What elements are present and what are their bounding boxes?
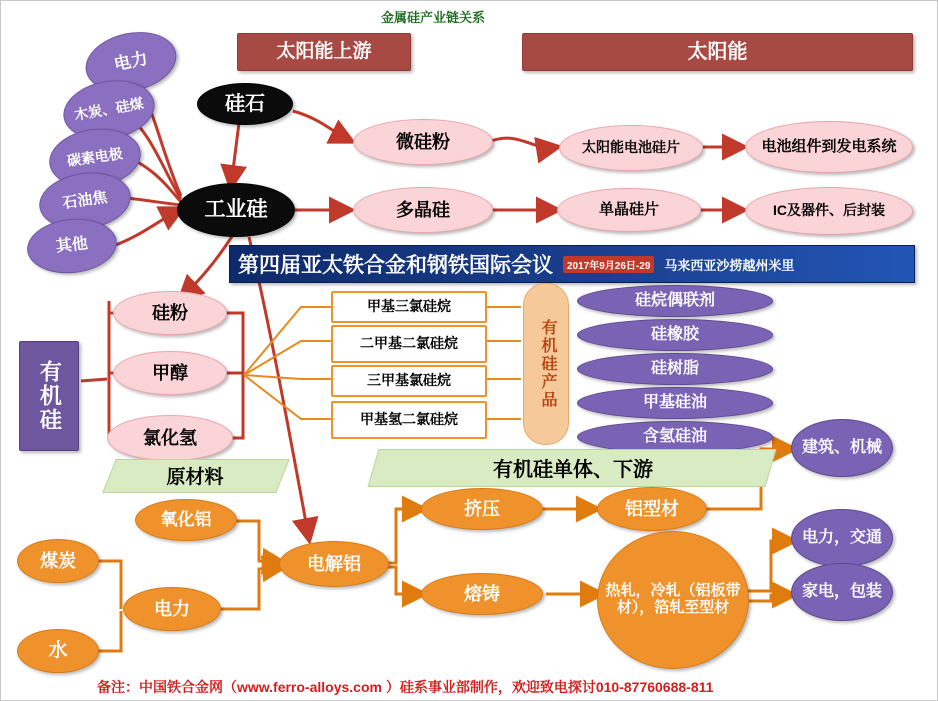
input-electricity: 电力	[80, 24, 182, 100]
alu-app-power-transport: 电力，交通	[791, 509, 893, 567]
product-silane-coupling-agent: 硅烷偶联剂	[577, 285, 773, 317]
monomer-dimethyldichlorosilane: 二甲基二氯硅烷	[331, 325, 487, 363]
header-solar: 太阳能	[522, 33, 913, 71]
input-petroleum-coke: 石油焦	[36, 167, 135, 235]
header-upstream: 太阳能上游	[237, 33, 411, 71]
conference-banner	[229, 245, 915, 283]
alu-process-casting: 熔铸	[421, 573, 543, 615]
page-title: 金属硅产业链关系	[381, 10, 486, 25]
monomer-methyltrichlorosilane: 甲基三氯硅烷	[331, 291, 487, 323]
input-carbon-electrode: 碳素电极	[45, 123, 144, 193]
node-silica: 硅石	[197, 83, 293, 125]
organic-input-hcl: 氯化氢	[107, 415, 233, 461]
alu-output-rolling: 热轧，冷轧（铝板带材），箔轧至型材	[597, 531, 749, 669]
banner-date: 2017年9月26日-29	[563, 256, 654, 273]
banner-title: 第四届亚太铁合金和钢铁国际会议	[238, 254, 553, 277]
input-charcoal-coal: 木炭、硅煤	[59, 73, 160, 146]
organic-input-methanol: 甲醇	[113, 351, 227, 395]
alu-process-extrusion: 挤压	[421, 488, 543, 530]
organic-products-label: 有机硅产品	[539, 319, 556, 409]
product-hydrogen-silicone-oil: 含氢硅油	[577, 421, 773, 453]
node-cell-module: 电池组件到发电系统	[745, 121, 913, 173]
node-mono-wafer: 单晶硅片	[557, 188, 701, 232]
footer-note: 备注：中国铁合金网（www.ferro-alloys.com ）硅系事业部制作，欢迎致电探讨010-87760688-811	[97, 679, 714, 695]
monomer-trimethylchlorosilane: 三甲基氯硅烷	[331, 365, 487, 397]
product-methyl-silicone-oil: 甲基硅油	[577, 387, 773, 419]
organic-input-silicon-powder: 硅粉	[113, 291, 227, 335]
node-industrial-silicon: 工业硅	[177, 183, 295, 237]
alu-input-coal: 煤炭	[17, 539, 99, 583]
alu-core-electrolytic: 电解铝	[279, 541, 389, 587]
alu-app-construction: 建筑、机械	[791, 419, 893, 477]
node-solar-cell-wafer: 太阳能电池硅片	[559, 125, 703, 171]
input-other: 其他	[24, 214, 119, 277]
node-ic-device: IC及器件、后封装	[745, 187, 913, 235]
group-organic-silicon: 有机硅	[19, 341, 79, 451]
raw-materials-band: 原材料	[166, 466, 224, 488]
monomer-methylhydrogendichlorosilane: 甲基氢二氯硅烷	[331, 401, 487, 439]
node-polysilicon: 多晶硅	[353, 187, 493, 233]
monomer-downstream-band: 有机硅单体、下游	[493, 458, 653, 481]
node-micro-silica: 微硅粉	[353, 119, 493, 165]
product-silicone-resin: 硅树脂	[577, 353, 773, 385]
banner-place: 马来西亚沙捞越州米里	[664, 257, 795, 273]
product-silicone-rubber: 硅橡胶	[577, 319, 773, 351]
alu-output-profile: 铝型材	[597, 487, 707, 531]
alu-input-alumina: 氧化铝	[135, 499, 237, 541]
alu-input-water: 水	[17, 629, 99, 673]
alu-app-appliance-packaging: 家电，包装	[791, 563, 893, 621]
alu-input-power: 电力	[123, 587, 221, 631]
